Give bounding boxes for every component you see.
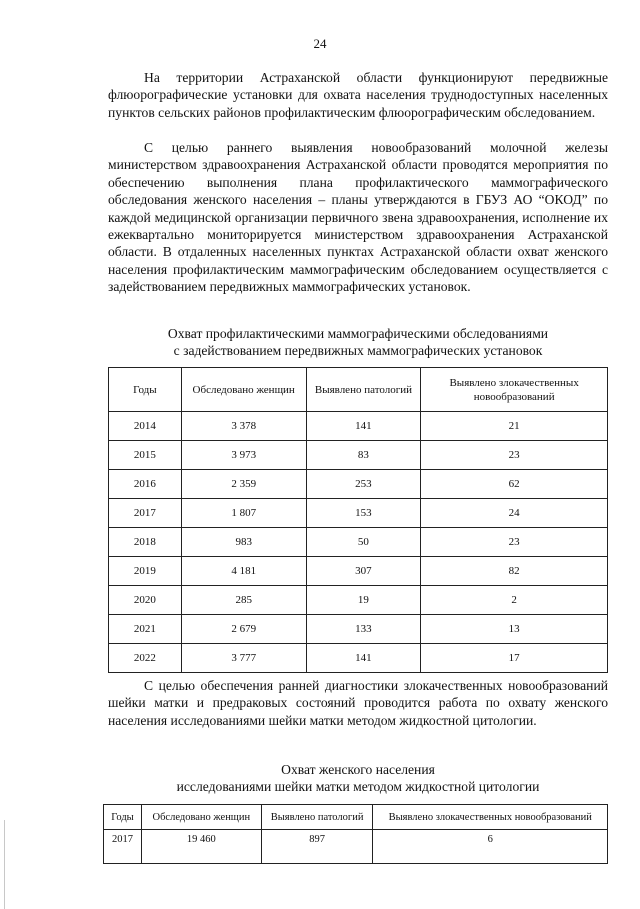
page-number: 24 — [313, 36, 327, 51]
cell-pathologies: 141 — [306, 644, 421, 673]
cell-year: 2018 — [109, 528, 182, 557]
table-header-row — [109, 368, 608, 412]
cell-examined: 285 — [181, 586, 306, 615]
table-row — [109, 557, 608, 586]
cell-pathologies: 19 — [306, 586, 421, 615]
header-pathologies: Выявлено патологий — [306, 368, 421, 412]
cell-examined: 2 359 — [181, 470, 306, 499]
table2-caption-line1: Охват женского населения — [281, 762, 435, 777]
cell-malignant: 17 — [421, 644, 608, 673]
cell-pathologies: 83 — [306, 441, 421, 470]
header-malignant: Выявлено злокачественных новообразований — [421, 368, 608, 412]
cell-year: 2017 — [104, 830, 142, 864]
cell-examined: 2 679 — [181, 615, 306, 644]
table-row — [109, 412, 608, 441]
cell-malignant: 62 — [421, 470, 608, 499]
table-row — [109, 528, 608, 557]
paragraph-text: С целью раннего выявления новообразований молочной железы министерством здравоохранения Астраханской области проводятся мероприятия по обеспечению выполнения плана профилактического маммографического обследования женского населения – планы утверждаются в ГБУЗ АО “ОКОД” по каждой медицинской организации первичного звена здравоохранения, исполнение их ежеквартально мониторируется министерством здравоохранения Астраханской области. В отдаленных населенных пунктах Астраханской области охват женского населения профилактическим маммографическим обследованием осуществляется с задействованием передвижных маммографических установок. — [108, 140, 608, 295]
header-malignant: Выявлено злокачественных новообразований — [373, 805, 608, 830]
cell-examined: 3 777 — [181, 644, 306, 673]
cytology-table — [103, 804, 608, 864]
paragraph-text: С целью обеспечения ранней диагностики злокачественных новообразований шейки матки и предраковых состояний проводится работа по охвату женского населения исследованиями шейки матки методом жидкостной цитологии. — [108, 678, 608, 728]
paragraph-cytology — [108, 677, 608, 729]
table1-caption-line2: с задействованием передвижных маммографических установок — [173, 343, 543, 359]
cell-malignant: 82 — [421, 557, 608, 586]
table-row — [109, 586, 608, 615]
header-pathologies: Выявлено патологий — [261, 805, 373, 830]
cell-examined: 19 460 — [141, 830, 261, 864]
cell-malignant: 2 — [421, 586, 608, 615]
table-row — [109, 499, 608, 528]
cell-pathologies: 897 — [261, 830, 373, 864]
scan-margin-line — [4, 820, 5, 909]
cell-malignant: 6 — [373, 830, 608, 864]
cell-year: 2022 — [109, 644, 182, 673]
cell-year: 2016 — [109, 470, 182, 499]
table1-caption-line1: Охват профилактическими маммографическими обследованиями — [167, 326, 549, 341]
cell-pathologies: 307 — [306, 557, 421, 586]
header-examined: Обследовано женщин — [141, 805, 261, 830]
cell-examined: 3 973 — [181, 441, 306, 470]
header-years: Годы — [109, 368, 182, 412]
paragraph-mammography — [108, 139, 608, 296]
header-years: Годы — [104, 805, 142, 830]
paragraph-fluorography — [108, 69, 608, 121]
cell-pathologies: 153 — [306, 499, 421, 528]
table1-caption — [108, 325, 608, 360]
cell-year: 2015 — [109, 441, 182, 470]
cell-malignant: 23 — [421, 441, 608, 470]
table-row — [109, 470, 608, 499]
paragraph-text: На территории Астраханской области функционируют передвижные флюорографические установки для охвата населения труднодоступных населенных пунктов сельских районов профилактическим флюорографическим обследованием. — [108, 70, 608, 120]
cell-pathologies: 50 — [306, 528, 421, 557]
cell-examined: 983 — [181, 528, 306, 557]
table-row — [109, 441, 608, 470]
table-header-row — [104, 805, 608, 830]
table-row — [109, 615, 608, 644]
cell-malignant: 24 — [421, 499, 608, 528]
cell-malignant: 13 — [421, 615, 608, 644]
cell-examined: 4 181 — [181, 557, 306, 586]
table2-caption-line2: исследованиями шейки матки методом жидкостной цитологии — [176, 779, 540, 795]
cell-year: 2017 — [109, 499, 182, 528]
cell-year: 2021 — [109, 615, 182, 644]
cell-examined: 3 378 — [181, 412, 306, 441]
cell-year: 2014 — [109, 412, 182, 441]
cell-year: 2020 — [109, 586, 182, 615]
table-row — [109, 644, 608, 673]
table2-caption — [108, 761, 608, 796]
cell-examined: 1 807 — [181, 499, 306, 528]
cell-year: 2019 — [109, 557, 182, 586]
table-row — [104, 830, 608, 864]
cell-pathologies: 141 — [306, 412, 421, 441]
cell-malignant: 21 — [421, 412, 608, 441]
cell-pathologies: 253 — [306, 470, 421, 499]
cell-malignant: 23 — [421, 528, 608, 557]
header-examined: Обследовано женщин — [181, 368, 306, 412]
mammography-table — [108, 367, 608, 673]
cell-pathologies: 133 — [306, 615, 421, 644]
